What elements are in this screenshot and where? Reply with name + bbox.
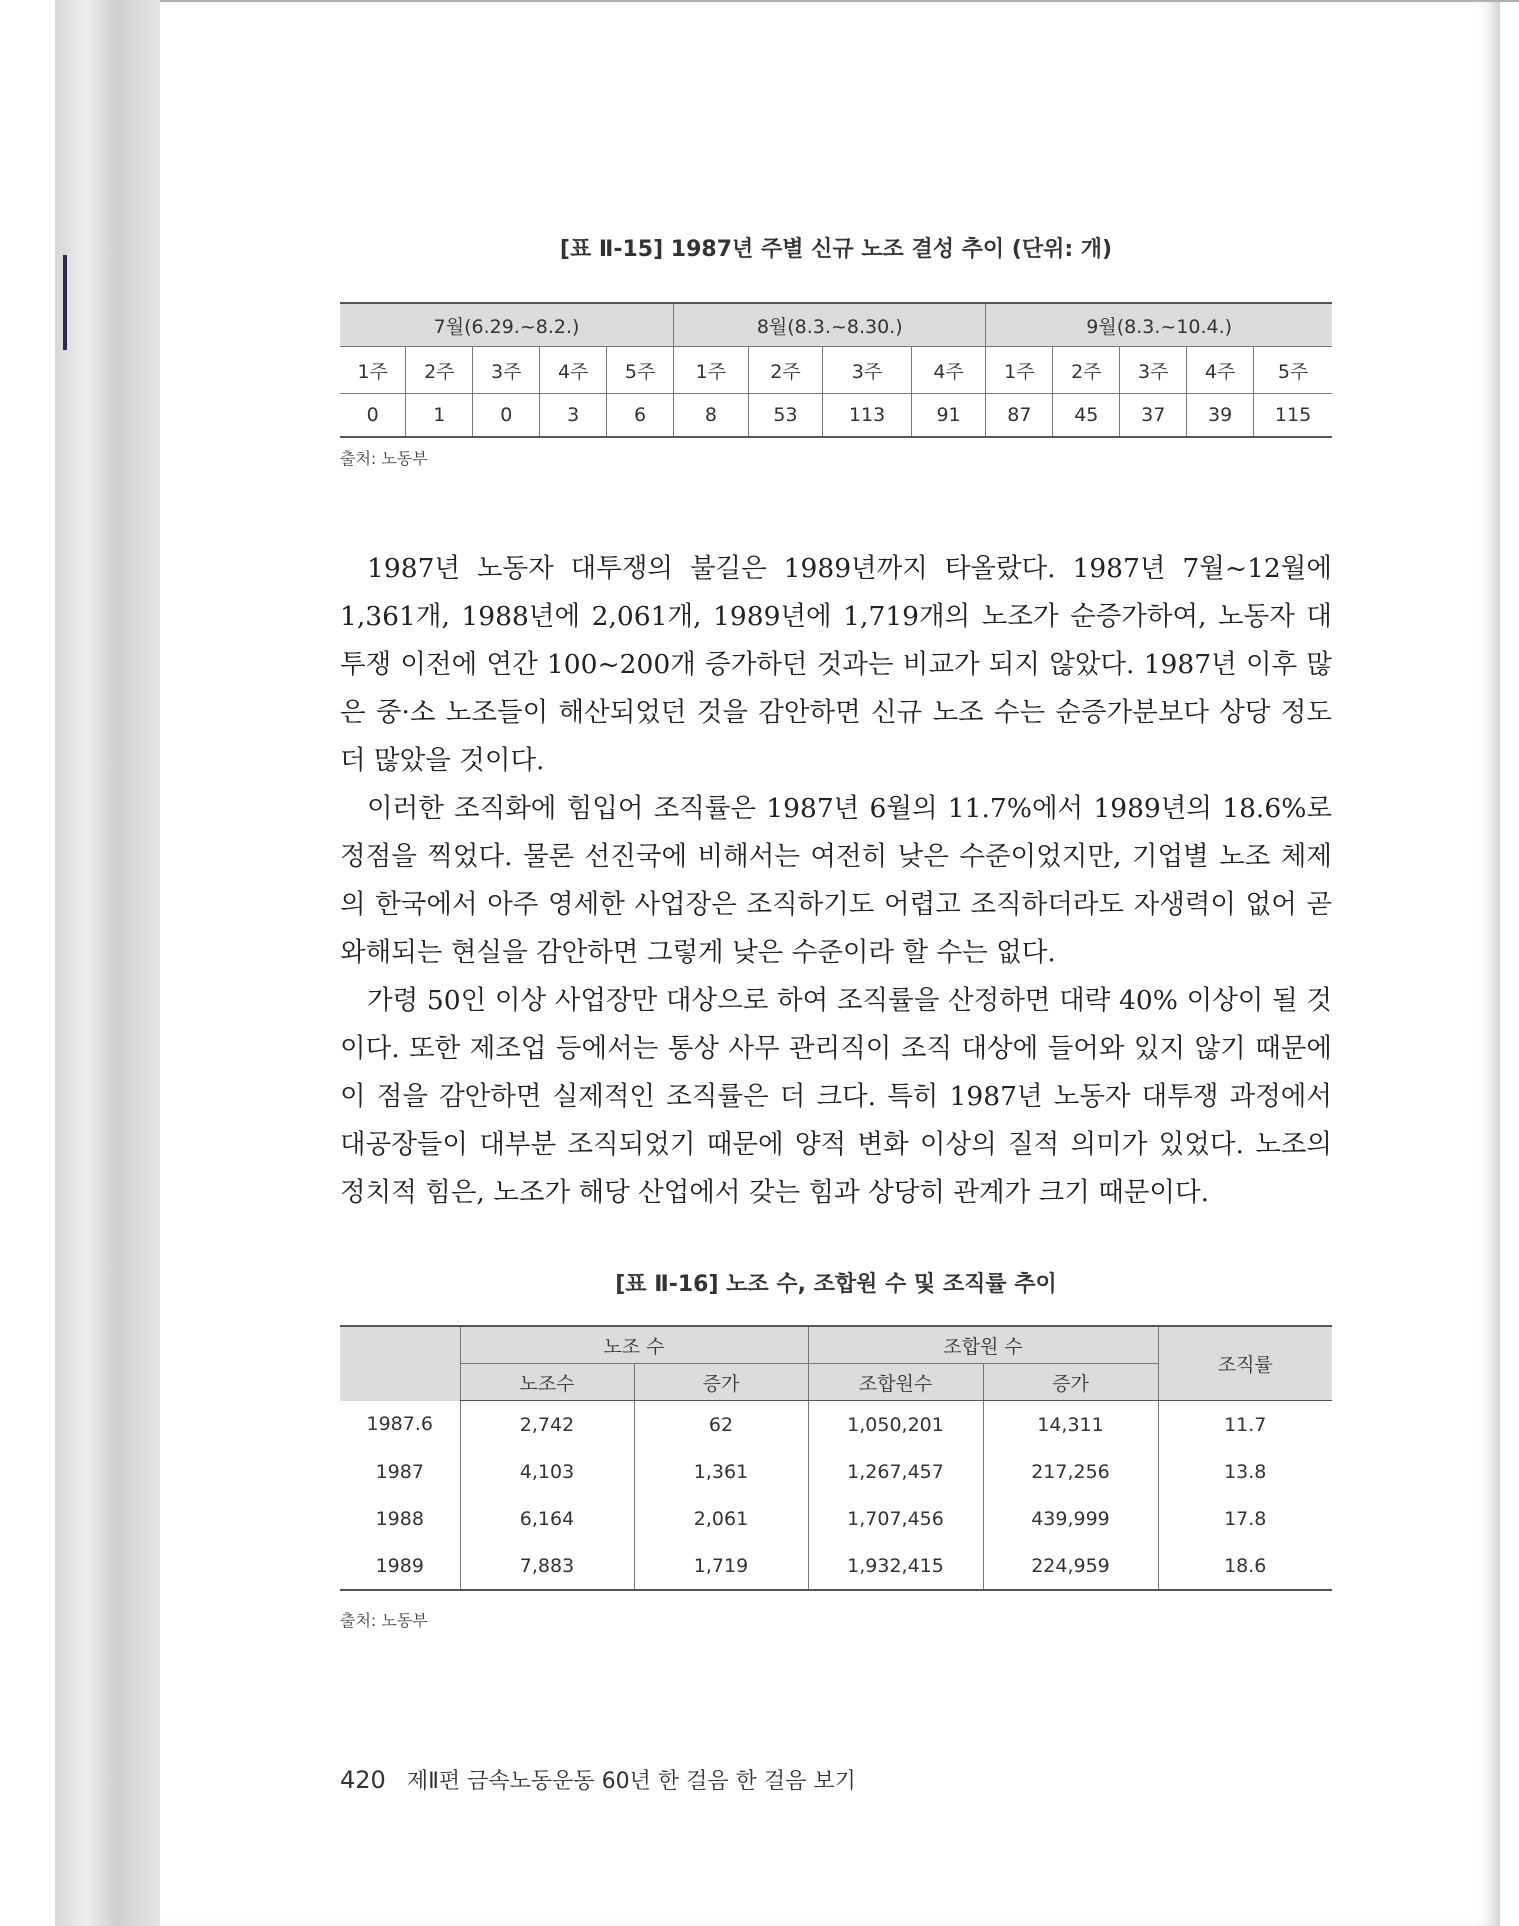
value-cell: 115	[1254, 394, 1332, 438]
value-cell: 3	[540, 394, 607, 438]
value-cell: 6	[607, 394, 674, 438]
week-cell: 2주	[748, 347, 823, 394]
spine-mark	[63, 255, 67, 350]
unions-increase-cell: 1,361	[634, 1448, 808, 1495]
members-increase-cell: 14,311	[983, 1401, 1158, 1449]
table2-caption: [표 Ⅱ-16] 노조 수, 조합원 수 및 조직률 추이	[615, 1272, 1057, 1297]
week-cell: 3주	[1120, 347, 1187, 394]
paragraph-2: 이러한 조직화에 힘입어 조직률은 1987년 6월의 11.7%에서 1989년의 18.6%로 정점을 찍었다. 물론 선진국에 비해서는 여전히 낮은 수준이었지만, 기업별 노조 체제의 한국에서 아주 영세한 사업장은 조직하기도 어렵고 조직하더라도 자생력이 없어 곧 와해되는 현실을 감안하면 그렇게 낮은 수준이라 할 수는 없다.	[340, 793, 1332, 968]
members-subheader: 조합원수	[808, 1364, 983, 1401]
month-september: 9월(8.3.~10.4.)	[986, 303, 1332, 347]
value-cell: 87	[986, 394, 1053, 438]
unions-increase-cell: 62	[634, 1401, 808, 1449]
week-cell: 3주	[823, 347, 911, 394]
table-row	[340, 1401, 1332, 1449]
rate-cell: 11.7	[1158, 1401, 1332, 1449]
value-cell: 91	[911, 394, 986, 438]
table-row	[340, 1495, 1332, 1542]
value-cell: 53	[748, 394, 823, 438]
rate-cell: 17.8	[1158, 1495, 1332, 1542]
members-increase-subheader: 증가	[983, 1364, 1158, 1401]
members-increase-cell: 217,256	[983, 1448, 1158, 1495]
unions-cell: 4,103	[460, 1448, 634, 1495]
value-cell: 8	[674, 394, 749, 438]
table1-caption: [표 Ⅱ-15] 1987년 주별 신규 노조 결성 추이 (단위: 개)	[559, 237, 1113, 262]
value-cell: 45	[1053, 394, 1120, 438]
value-cell: 113	[823, 394, 911, 438]
members-increase-cell: 224,959	[983, 1542, 1158, 1590]
unions-increase-subheader: 증가	[634, 1364, 808, 1401]
rate-cell: 18.6	[1158, 1542, 1332, 1590]
table1-source: 출처: 노동부	[340, 449, 428, 468]
table1-value-row	[340, 394, 1332, 438]
unions-cell: 7,883	[460, 1542, 634, 1590]
value-cell: 39	[1187, 394, 1254, 438]
year-cell: 1987	[375, 1460, 424, 1483]
week-cell: 1주	[986, 347, 1053, 394]
year-cell: 1988	[375, 1507, 424, 1530]
member-count-group-header: 조합원 수	[808, 1326, 1158, 1364]
week-cell: 4주	[1187, 347, 1254, 394]
body-text	[340, 545, 1332, 1217]
month-july: 7월(6.29.~8.2.)	[340, 303, 674, 347]
week-cell: 3주	[473, 347, 540, 394]
members-cell: 1,707,456	[808, 1495, 983, 1542]
union-count-group-header: 노조 수	[460, 1326, 808, 1364]
week-cell: 5주	[607, 347, 674, 394]
members-cell: 1,932,415	[808, 1542, 983, 1590]
year-header	[340, 1326, 460, 1401]
paragraph-1: 1987년 노동자 대투쟁의 불길은 1989년까지 타올랐다. 1987년 7월~12월에 1,361개, 1988년에 2,061개, 1989년에 1,719개의 노조가 순증가하여, 노동자 대투쟁 이전에 연간 100~200개 증가하던 것과는 비교가 되지 않았다. 1987년 이후 많은 중·소 노조들이 해산되었던 것을 감안하면 신규 노조 수는 순증가분보다 상당 정도 더 많았을 것이다.	[340, 553, 1332, 776]
table-row	[340, 1542, 1332, 1590]
week-cell: 5주	[1254, 347, 1332, 394]
rate-header: 조직률	[1158, 1326, 1332, 1401]
month-august: 8월(8.3.~8.30.)	[674, 303, 986, 347]
week-cell: 2주	[406, 347, 473, 394]
rate-cell: 13.8	[1158, 1448, 1332, 1495]
table2-source: 출처: 노동부	[340, 1611, 428, 1630]
table1-week-row	[340, 347, 1332, 394]
value-cell: 1	[406, 394, 473, 438]
page-number: 420	[340, 1766, 386, 1794]
unions-cell: 6,164	[460, 1495, 634, 1542]
week-cell: 4주	[540, 347, 607, 394]
paragraph-3: 가령 50인 이상 사업장만 대상으로 하여 조직률을 산정하면 대략 40% 이상이 될 것이다. 또한 제조업 등에서는 통상 사무 관리직이 조직 대상에 들어와 있지 않기 때문에 이 점을 감안하면 실제적인 조직률은 더 크다. 특히 1987년 노동자 대투쟁 과정에서 대공장들이 대부분 조직되었기 때문에 양적 변화 이상의 질적 의미가 있었다. 노조의 정치적 힘은, 노조가 해당 산업에서 갖는 힘과 상당히 관계가 크기 때문이다.	[340, 985, 1332, 1208]
value-cell: 0	[340, 394, 406, 438]
unions-increase-cell: 1,719	[634, 1542, 808, 1590]
union-membership-table	[340, 1325, 1332, 1591]
members-cell: 1,050,201	[808, 1401, 983, 1449]
week-cell: 1주	[340, 347, 406, 394]
table2-header-row-1	[340, 1326, 1332, 1364]
page-footer	[340, 1764, 856, 1795]
week-cell: 2주	[1053, 347, 1120, 394]
year-cell: 1989	[340, 1542, 460, 1590]
unions-cell: 2,742	[460, 1401, 634, 1449]
members-cell: 1,267,457	[808, 1448, 983, 1495]
unions-increase-cell: 2,061	[634, 1495, 808, 1542]
section-title: 제Ⅱ편 금속노동운동 60년 한 걸음 한 걸음 보기	[406, 1769, 856, 1794]
table1-month-row	[340, 303, 1332, 347]
value-cell: 37	[1120, 394, 1187, 438]
members-increase-cell: 439,999	[983, 1495, 1158, 1542]
week-cell: 1주	[674, 347, 749, 394]
weekly-union-table	[340, 302, 1332, 438]
year-cell: 1987.6	[366, 1413, 433, 1436]
week-cell: 4주	[911, 347, 986, 394]
unions-subheader: 노조수	[460, 1364, 634, 1401]
book-edge	[55, 0, 162, 1926]
value-cell: 0	[473, 394, 540, 438]
table-row	[340, 1448, 1332, 1495]
